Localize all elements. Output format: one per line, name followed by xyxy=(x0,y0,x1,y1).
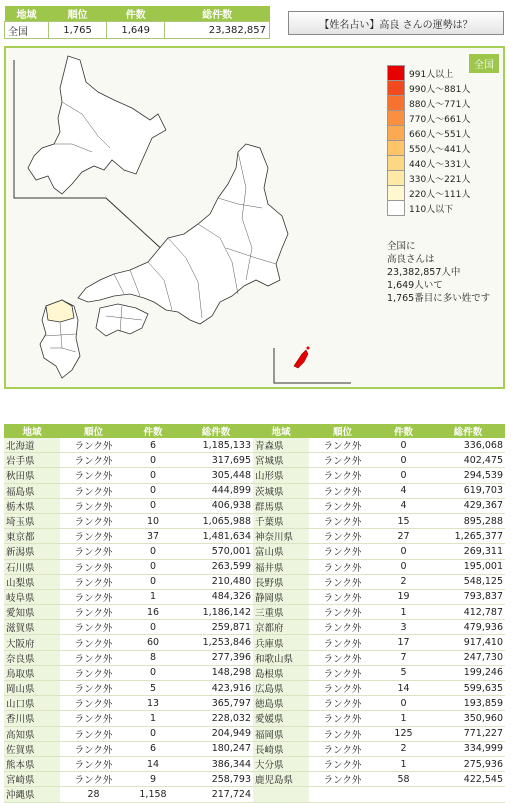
prefecture-link[interactable]: 静岡県 xyxy=(253,589,309,604)
table-cell: ランク外 xyxy=(309,741,376,756)
table-cell: 1,065,988 xyxy=(179,513,253,528)
table-cell: 247,730 xyxy=(431,650,505,665)
table-cell: 217,724 xyxy=(179,787,253,802)
legend-label: 110人以下 xyxy=(409,204,454,215)
prefecture-link[interactable]: 和歌山県 xyxy=(253,650,309,665)
table-row xyxy=(4,620,505,635)
legend-swatch xyxy=(388,126,405,141)
prefecture-link[interactable]: 岩手県 xyxy=(4,453,60,468)
prefecture-link[interactable]: 福島県 xyxy=(4,483,60,498)
table-cell: ランク外 xyxy=(309,772,376,787)
prefecture-link[interactable]: 兵庫県 xyxy=(253,635,309,650)
table-cell: ランク外 xyxy=(60,772,127,787)
prefecture-link[interactable]: 宮城県 xyxy=(253,453,309,468)
prefecture-link[interactable]: 佐賀県 xyxy=(4,741,60,756)
legend-item xyxy=(388,96,488,111)
fortune-button[interactable]: 【姓名占い】高良 さんの運勢は？ xyxy=(288,11,504,35)
table-cell: 619,703 xyxy=(431,483,505,498)
table-header: 順位 xyxy=(309,424,376,438)
table-cell xyxy=(309,787,376,802)
table-row xyxy=(4,741,505,756)
table-cell: 479,936 xyxy=(431,620,505,635)
table-cell: 365,797 xyxy=(179,696,253,711)
table-header: 地域 xyxy=(4,424,60,438)
table-row xyxy=(4,756,505,771)
table-cell: 1,158 xyxy=(127,787,179,802)
table-row xyxy=(4,650,505,665)
table-row xyxy=(4,453,505,468)
prefecture-link[interactable]: 徳島県 xyxy=(253,696,309,711)
table-cell: 0 xyxy=(127,453,179,468)
table-row xyxy=(4,483,505,498)
table-cell: 1,253,846 xyxy=(179,635,253,650)
summary-header: 総件数 xyxy=(165,6,270,22)
table-cell: 14 xyxy=(376,681,431,696)
legend-swatch xyxy=(388,156,405,171)
prefecture-link[interactable]: 島根県 xyxy=(253,665,309,680)
caption-line: 全国に xyxy=(387,241,416,252)
table-cell: 58 xyxy=(376,772,431,787)
table-cell: 37 xyxy=(127,529,179,544)
table-cell: ランク外 xyxy=(309,635,376,650)
legend-item xyxy=(388,66,488,81)
table-cell: 406,938 xyxy=(179,498,253,513)
table-cell: 258,793 xyxy=(179,772,253,787)
table-cell: 204,949 xyxy=(179,726,253,741)
prefecture-link[interactable]: 滋賀県 xyxy=(4,620,60,635)
table-row xyxy=(4,589,505,604)
table-cell: ランク外 xyxy=(60,453,127,468)
map-honshu[interactable] xyxy=(78,144,288,324)
prefecture-link[interactable]: 宮崎県 xyxy=(4,772,60,787)
table-row xyxy=(4,559,505,574)
prefecture-table xyxy=(4,424,505,803)
table-cell: 570,001 xyxy=(179,544,253,559)
prefecture-link[interactable]: 山形県 xyxy=(253,468,309,483)
legend-label: 550人～441人 xyxy=(409,144,471,155)
legend-label: 991人以上 xyxy=(409,69,454,80)
table-header: 地域 xyxy=(253,424,309,438)
legend-swatch xyxy=(388,81,405,96)
table-row xyxy=(4,711,505,726)
table-cell: 0 xyxy=(376,468,431,483)
table-cell: 259,871 xyxy=(179,620,253,635)
table-cell: ランク外 xyxy=(60,589,127,604)
prefecture-link[interactable]: 長野県 xyxy=(253,574,309,589)
table-cell: 195,001 xyxy=(431,559,505,574)
table-cell: 599,635 xyxy=(431,681,505,696)
table-cell: ランク外 xyxy=(309,696,376,711)
table-cell: ランク外 xyxy=(309,650,376,665)
map-okinawa[interactable] xyxy=(294,350,308,368)
prefecture-link[interactable]: 岐阜県 xyxy=(4,589,60,604)
prefecture-link[interactable]: 熊本県 xyxy=(4,756,60,771)
table-cell: ランク外 xyxy=(60,650,127,665)
legend-label: 770人～661人 xyxy=(409,114,471,125)
caption-line: 23,382,857人中 xyxy=(387,267,461,278)
legend-item xyxy=(388,156,488,171)
table-cell: 1,481,634 xyxy=(179,529,253,544)
prefecture-link[interactable]: 愛媛県 xyxy=(253,711,309,726)
table-cell: ランク外 xyxy=(309,756,376,771)
table-cell: 0 xyxy=(376,559,431,574)
prefecture-link[interactable]: 山口県 xyxy=(4,696,60,711)
table-cell: ランク外 xyxy=(60,635,127,650)
prefecture-link[interactable]: 三重県 xyxy=(253,605,309,620)
table-cell: 125 xyxy=(376,726,431,741)
table-cell: 412,787 xyxy=(431,605,505,620)
table-cell: 14 xyxy=(127,756,179,771)
table-row xyxy=(4,726,505,741)
table-row xyxy=(4,544,505,559)
summary-cell: 1,649 xyxy=(107,22,165,39)
table-cell: 793,837 xyxy=(431,589,505,604)
legend xyxy=(387,65,488,216)
table-cell: ランク外 xyxy=(60,483,127,498)
table-cell: 0 xyxy=(127,483,179,498)
table-cell: 895,288 xyxy=(431,513,505,528)
table-cell: 334,999 xyxy=(431,741,505,756)
table-cell: 0 xyxy=(127,620,179,635)
legend-item xyxy=(388,171,488,186)
table-cell: 1 xyxy=(127,711,179,726)
table-cell: ランク外 xyxy=(60,711,127,726)
table-row xyxy=(4,681,505,696)
prefecture-link[interactable]: 沖縄県 xyxy=(4,787,60,802)
table-cell: 917,410 xyxy=(431,635,505,650)
summary-cell: 23,382,857 xyxy=(165,22,270,39)
table-cell: ランク外 xyxy=(309,498,376,513)
table-cell: ランク外 xyxy=(60,665,127,680)
table-cell: ランク外 xyxy=(309,726,376,741)
table-cell: 1,185,133 xyxy=(179,438,253,453)
table-row xyxy=(4,696,505,711)
table-cell: ランク外 xyxy=(309,513,376,528)
table-cell: ランク外 xyxy=(309,681,376,696)
table-cell: 429,367 xyxy=(431,498,505,513)
table-cell: ランク外 xyxy=(60,696,127,711)
table-cell: ランク外 xyxy=(60,513,127,528)
prefecture-link[interactable]: 香川県 xyxy=(4,711,60,726)
prefecture-link[interactable]: 京都府 xyxy=(253,620,309,635)
table-cell: 228,032 xyxy=(179,711,253,726)
table-cell: ランク外 xyxy=(309,711,376,726)
table-cell: 210,480 xyxy=(179,574,253,589)
table-cell: 4 xyxy=(376,498,431,513)
table-header: 順位 xyxy=(60,424,127,438)
legend-swatch xyxy=(388,66,405,81)
table-cell: 6 xyxy=(127,438,179,453)
table-cell: ランク外 xyxy=(309,559,376,574)
table-cell: 0 xyxy=(376,544,431,559)
table-cell: 0 xyxy=(127,574,179,589)
table-cell xyxy=(431,787,505,802)
prefecture-link[interactable]: 広島県 xyxy=(253,681,309,696)
table-cell: ランク外 xyxy=(309,665,376,680)
table-cell: 269,311 xyxy=(431,544,505,559)
caption-line: 高良さんは xyxy=(387,254,435,265)
table-row xyxy=(4,574,505,589)
table-cell: ランク外 xyxy=(60,756,127,771)
prefecture-link[interactable]: 鹿児島県 xyxy=(253,772,309,787)
legend-swatch xyxy=(388,171,405,186)
table-cell: 6 xyxy=(127,741,179,756)
table-cell: 27 xyxy=(376,529,431,544)
table-cell: 423,916 xyxy=(179,681,253,696)
table-cell: ランク外 xyxy=(309,468,376,483)
table-cell: 9 xyxy=(127,772,179,787)
summary-header: 順位 xyxy=(49,6,107,22)
legend-item xyxy=(388,126,488,141)
legend-label: 660人～551人 xyxy=(409,129,471,140)
prefecture-link[interactable]: 鳥取県 xyxy=(4,665,60,680)
table-cell: ランク外 xyxy=(309,574,376,589)
legend-label: 330人～221人 xyxy=(409,174,471,185)
table-cell: ランク外 xyxy=(60,681,127,696)
table-cell: 0 xyxy=(127,726,179,741)
table-row xyxy=(4,635,505,650)
table-cell: 444,899 xyxy=(179,483,253,498)
table-cell xyxy=(253,787,309,802)
legend-swatch xyxy=(388,186,405,201)
prefecture-link[interactable]: 千葉県 xyxy=(253,513,309,528)
map-caption xyxy=(387,240,507,305)
table-header: 件数 xyxy=(376,424,431,438)
legend-swatch xyxy=(388,96,405,111)
table-cell: 5 xyxy=(127,681,179,696)
table-cell: ランク外 xyxy=(60,726,127,741)
table-cell: 180,247 xyxy=(179,741,253,756)
prefecture-link[interactable]: 福井県 xyxy=(253,559,309,574)
table-cell: 2 xyxy=(376,741,431,756)
table-cell: ランク外 xyxy=(60,529,127,544)
prefecture-link[interactable]: 北海道 xyxy=(4,438,60,453)
table-cell: 1,186,142 xyxy=(179,605,253,620)
table-cell: 0 xyxy=(127,544,179,559)
table-cell: ランク外 xyxy=(309,589,376,604)
table-cell: 148,298 xyxy=(179,665,253,680)
table-cell: ランク外 xyxy=(60,438,127,453)
prefecture-link[interactable]: 大分県 xyxy=(253,756,309,771)
table-cell: ランク外 xyxy=(309,544,376,559)
table-header: 総件数 xyxy=(431,424,505,438)
prefecture-link[interactable]: 群馬県 xyxy=(253,498,309,513)
table-cell: 28 xyxy=(60,787,127,802)
legend-label: 440人～331人 xyxy=(409,159,471,170)
table-cell: 17 xyxy=(376,635,431,650)
table-row xyxy=(4,772,505,787)
table-cell: 1 xyxy=(376,605,431,620)
prefecture-link[interactable]: 福岡県 xyxy=(253,726,309,741)
prefecture-link[interactable]: 青森県 xyxy=(253,438,309,453)
table-header: 総件数 xyxy=(179,424,253,438)
table-cell: ランク外 xyxy=(309,438,376,453)
summary-cell: 全国 xyxy=(5,22,49,39)
table-cell: 19 xyxy=(376,589,431,604)
prefecture-link[interactable]: 高知県 xyxy=(4,726,60,741)
legend-label: 220人～111人 xyxy=(409,189,471,200)
table-cell: 1 xyxy=(127,589,179,604)
table-row xyxy=(4,529,505,544)
map-hokkaido[interactable] xyxy=(28,56,166,194)
legend-swatch xyxy=(388,111,405,126)
legend-item xyxy=(388,81,488,96)
table-cell: 386,344 xyxy=(179,756,253,771)
table-row xyxy=(4,438,505,453)
table-cell: ランク外 xyxy=(60,605,127,620)
table-cell: 350,960 xyxy=(431,711,505,726)
table-cell: 60 xyxy=(127,635,179,650)
japan-map xyxy=(6,48,382,387)
table-cell: ランク外 xyxy=(60,498,127,513)
legend-item xyxy=(388,201,488,216)
prefecture-link[interactable]: 大阪府 xyxy=(4,635,60,650)
table-cell: 0 xyxy=(127,559,179,574)
table-row xyxy=(4,787,505,802)
table-cell: 0 xyxy=(376,696,431,711)
map-fukuoka[interactable] xyxy=(46,300,74,322)
table-row xyxy=(4,498,505,513)
prefecture-link[interactable]: 石川県 xyxy=(4,559,60,574)
summary-table xyxy=(4,6,270,39)
table-cell: 0 xyxy=(127,498,179,513)
table-cell: 484,326 xyxy=(179,589,253,604)
caption-line: 1,649人いて xyxy=(387,280,443,291)
prefecture-link[interactable]: 愛知県 xyxy=(4,605,60,620)
table-cell: 771,227 xyxy=(431,726,505,741)
table-cell: 277,396 xyxy=(179,650,253,665)
table-cell: 0 xyxy=(376,438,431,453)
table-cell: ランク外 xyxy=(60,620,127,635)
table-cell: 0 xyxy=(127,468,179,483)
table-cell: 0 xyxy=(127,665,179,680)
legend-item xyxy=(388,186,488,201)
prefecture-link[interactable]: 奈良県 xyxy=(4,650,60,665)
table-cell: ランク外 xyxy=(60,741,127,756)
table-cell: 5 xyxy=(376,665,431,680)
prefecture-link[interactable]: 埼玉県 xyxy=(4,513,60,528)
table-cell: 16 xyxy=(127,605,179,620)
table-cell: ランク外 xyxy=(60,574,127,589)
table-cell: ランク外 xyxy=(309,620,376,635)
table-cell: ランク外 xyxy=(309,483,376,498)
table-cell: 2 xyxy=(376,574,431,589)
prefecture-link[interactable]: 東京都 xyxy=(4,529,60,544)
table-cell: 336,068 xyxy=(431,438,505,453)
table-cell: 275,936 xyxy=(431,756,505,771)
table-cell: 193,859 xyxy=(431,696,505,711)
table-cell: 0 xyxy=(376,453,431,468)
table-cell: 263,599 xyxy=(179,559,253,574)
table-cell: 305,448 xyxy=(179,468,253,483)
prefecture-link[interactable]: 長崎県 xyxy=(253,741,309,756)
map-panel xyxy=(4,46,505,389)
prefecture-link[interactable]: 秋田県 xyxy=(4,468,60,483)
prefecture-link[interactable]: 新潟県 xyxy=(4,544,60,559)
table-cell: 1 xyxy=(376,711,431,726)
table-cell: 15 xyxy=(376,513,431,528)
table-cell: 1,265,377 xyxy=(431,529,505,544)
legend-item xyxy=(388,141,488,156)
table-cell: 199,246 xyxy=(431,665,505,680)
table-header: 件数 xyxy=(127,424,179,438)
legend-label: 990人～881人 xyxy=(409,84,471,95)
legend-swatch xyxy=(388,141,405,156)
table-cell: 3 xyxy=(376,620,431,635)
table-cell: 13 xyxy=(127,696,179,711)
prefecture-link[interactable]: 茨城県 xyxy=(253,483,309,498)
caption-line: 1,765番目に多い姓です xyxy=(387,293,491,304)
legend-item xyxy=(388,111,488,126)
prefecture-link[interactable]: 栃木県 xyxy=(4,498,60,513)
summary-cell: 1,765 xyxy=(49,22,107,39)
table-cell: 1 xyxy=(376,756,431,771)
table-cell: ランク外 xyxy=(60,544,127,559)
okinawa-inset-frame xyxy=(274,348,351,383)
nation-tab[interactable]: 全国 xyxy=(469,54,499,73)
prefecture-link[interactable]: 神奈川県 xyxy=(253,529,309,544)
table-cell: 294,539 xyxy=(431,468,505,483)
legend-swatch xyxy=(388,201,405,216)
table-cell: 402,475 xyxy=(431,453,505,468)
table-row xyxy=(4,513,505,528)
table-cell: ランク外 xyxy=(60,559,127,574)
table-cell: ランク外 xyxy=(60,468,127,483)
legend-label: 880人～771人 xyxy=(409,99,471,110)
table-cell: 8 xyxy=(127,650,179,665)
table-row xyxy=(4,665,505,680)
table-cell: ランク外 xyxy=(309,605,376,620)
table-cell: 7 xyxy=(376,650,431,665)
table-cell: 4 xyxy=(376,483,431,498)
table-cell: 317,695 xyxy=(179,453,253,468)
table-row xyxy=(4,468,505,483)
table-cell xyxy=(376,787,431,802)
table-cell: 548,125 xyxy=(431,574,505,589)
table-cell: ランク外 xyxy=(309,453,376,468)
prefecture-link[interactable]: 岡山県 xyxy=(4,681,60,696)
prefecture-link[interactable]: 山梨県 xyxy=(4,574,60,589)
table-cell: 422,545 xyxy=(431,772,505,787)
summary-header: 地域 xyxy=(5,6,49,22)
table-cell: ランク外 xyxy=(309,529,376,544)
table-cell: 10 xyxy=(127,513,179,528)
table-row xyxy=(4,605,505,620)
prefecture-link[interactable]: 富山県 xyxy=(253,544,309,559)
summary-header: 件数 xyxy=(107,6,165,22)
